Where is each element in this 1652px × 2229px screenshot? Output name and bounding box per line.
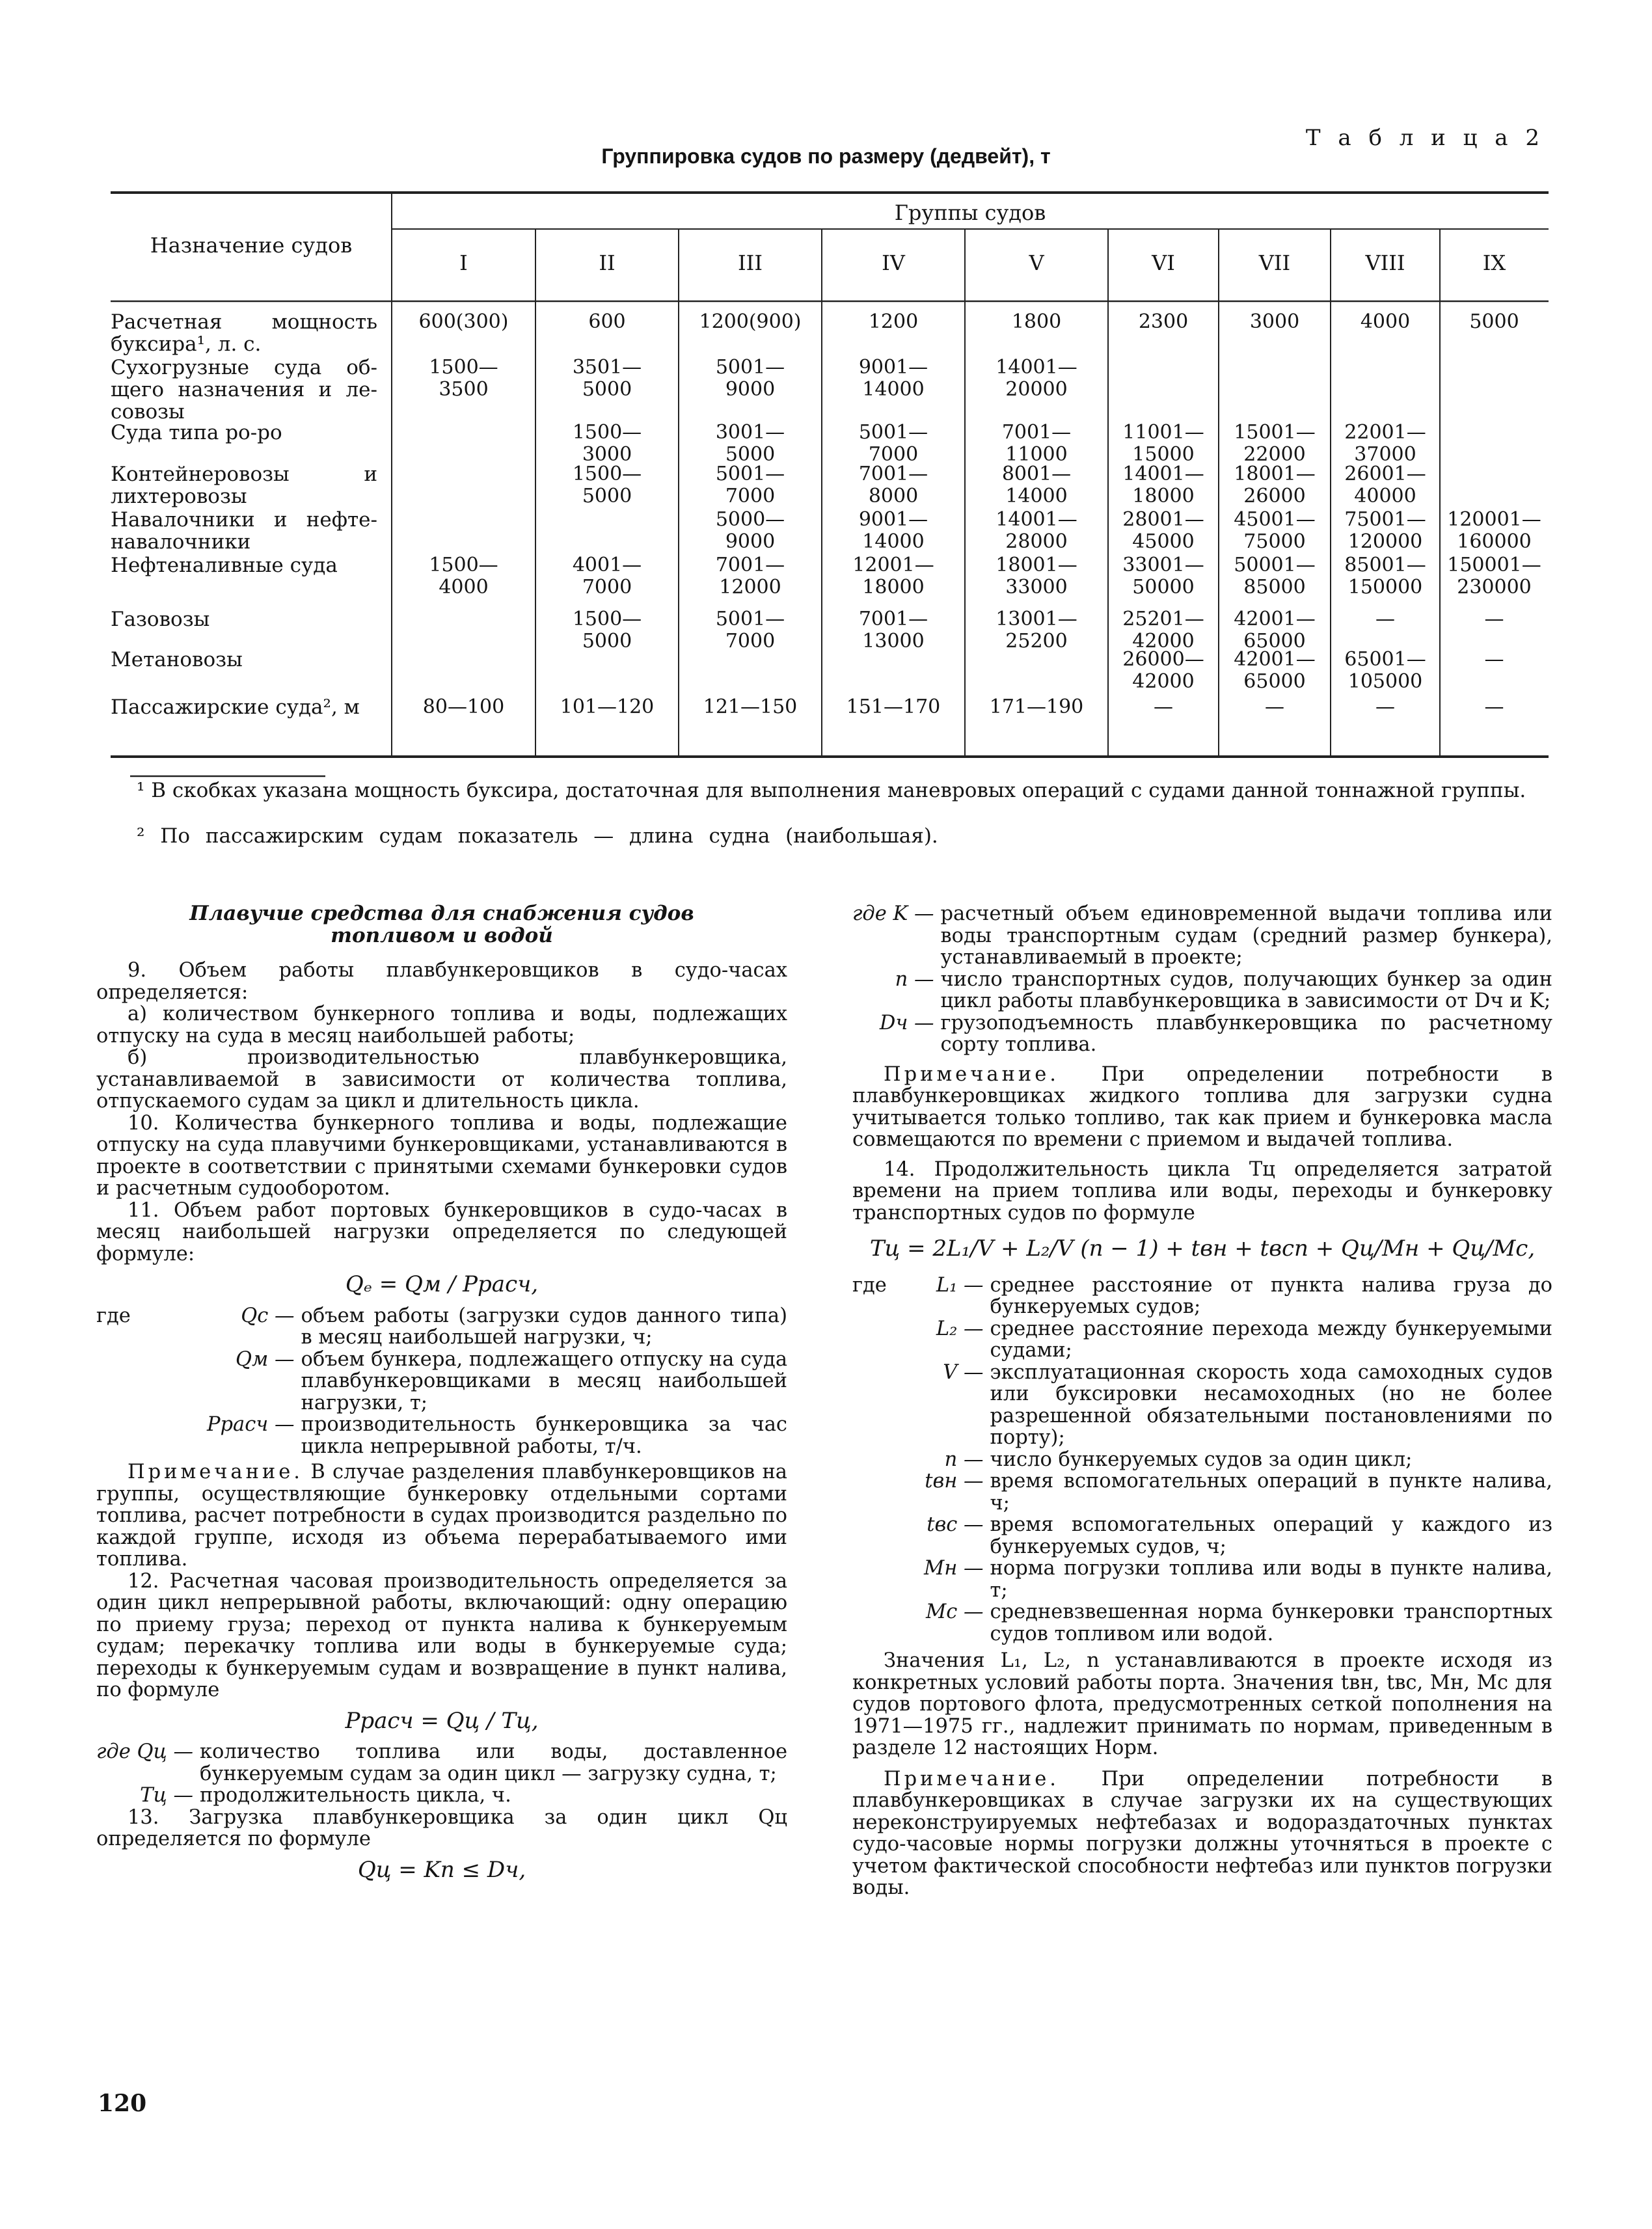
para-9a: а) количеством бункерного топлива и воды, подлежащих отпуску на суда в месяц наибольшей работы; bbox=[96, 1003, 787, 1047]
table-cell: 7001— 8000 bbox=[858, 463, 928, 507]
def-k: расчетный объем единовременной выдачи топлива или воды транспортным судам (средний размер бункера), устанавливаемый в проекте; bbox=[940, 902, 1552, 969]
def-mn: норма погрузки топлива или воды в пункте налива, т; bbox=[990, 1557, 1552, 1602]
table-cell: 42001— 65000 bbox=[1234, 608, 1316, 653]
row-label bbox=[111, 422, 377, 444]
table-cell: — bbox=[1484, 648, 1504, 671]
row-label-line: Метановозы bbox=[111, 648, 243, 671]
table-cell: 171—190 bbox=[989, 696, 1084, 718]
para-15: Значения L₁, L₂, n устанавливаются в проекте исходя из конкретных условий работы порта. Значения tвн, tвс, Mн, Mс для судов портового флота, предусмотренных сеткой пополнения на 1971—1975 гг., надлежит принимать по нормам, приведенным в разделе 12 настоящих Норм. bbox=[852, 1649, 1552, 1759]
row-label bbox=[111, 311, 377, 355]
term-mn: Mн — bbox=[924, 1557, 984, 1580]
table-cell: 101—120 bbox=[560, 696, 655, 718]
table-cell: 25201— 42000 bbox=[1122, 608, 1204, 653]
formula-prasch: Pрасч = Qц / Tц, bbox=[345, 1707, 539, 1734]
table-cell: 18001— 26000 bbox=[1234, 463, 1316, 507]
row-label-line: Навалочники и нефте- bbox=[111, 508, 377, 532]
table-cell: 121—150 bbox=[703, 696, 798, 718]
table-cell: 26000— 42000 bbox=[1122, 648, 1204, 693]
table-cell: 11001— 15000 bbox=[1122, 421, 1204, 466]
table-cell: 120001— 160000 bbox=[1447, 508, 1541, 553]
table-cell: 5001— 7000 bbox=[715, 608, 785, 653]
group-header: IX bbox=[1482, 250, 1506, 275]
def-n: число транспортных судов, получающих бункер за один цикл работы плавбункеровщика в зависимости от Dч и K; bbox=[940, 967, 1552, 1012]
table-cell: 42001— 65000 bbox=[1234, 648, 1316, 693]
page-number: 120 bbox=[98, 2090, 147, 2117]
table-cell: 45001— 75000 bbox=[1234, 508, 1316, 553]
row-label bbox=[111, 554, 377, 576]
table-label: Т а б л и ц а 2 bbox=[1305, 125, 1545, 151]
note-1-label: Примечание. bbox=[128, 1461, 303, 1483]
row-label-line: совозы bbox=[111, 400, 185, 424]
table-cell: 9001— 14000 bbox=[858, 508, 928, 553]
table-cell: 13001— 25200 bbox=[995, 608, 1077, 653]
table-cell: 65001— 105000 bbox=[1344, 648, 1426, 693]
table-cell: — bbox=[1265, 696, 1284, 718]
def-dch: грузоподъемность плавбункеровщика по расчетному сорту топлива. bbox=[940, 1011, 1552, 1056]
table-cell: 26001— 40000 bbox=[1344, 463, 1426, 507]
table-cell: 22001— 37000 bbox=[1344, 421, 1426, 466]
row-label-line: Пассажирские суда², м bbox=[111, 696, 360, 719]
def-l2: среднее расстояние перехода между бункеруемыми судами; bbox=[990, 1317, 1552, 1362]
row-label bbox=[111, 696, 377, 718]
table-cell: 12001— 18000 bbox=[852, 554, 934, 599]
row-label-line: лихтеровозы bbox=[111, 485, 247, 508]
footnote-2: ² По пассажирским судам показатель — длина судна (наибольшая). bbox=[137, 824, 938, 848]
table-cell: 600 bbox=[588, 310, 626, 333]
table-title: Группировка судов по размеру (дедвейт), т bbox=[601, 144, 1051, 168]
row-label-line: Сухогрузные суда об- bbox=[111, 356, 377, 379]
formula-qcycle: Qц = Kn ≤ Dч, bbox=[357, 1856, 526, 1883]
table-cell: 75001— 120000 bbox=[1344, 508, 1426, 553]
table-cell: 14001— 28000 bbox=[995, 508, 1077, 553]
row-label-line: Нефтеналивные суда bbox=[111, 554, 338, 577]
header-groups: Группы судов bbox=[894, 200, 1046, 225]
term-k: где K — bbox=[852, 902, 934, 925]
term-dch: Dч — bbox=[879, 1011, 934, 1034]
table-cell: — bbox=[1484, 608, 1504, 630]
row-label-line: Суда типа ро-ро bbox=[111, 421, 282, 444]
table-cell: 7001— 11000 bbox=[1001, 421, 1072, 466]
def-prasch: производительность бункеровщика за час цикла непрерывной работы, т/ч. bbox=[301, 1413, 787, 1458]
term-tvs: tвс — bbox=[927, 1513, 984, 1536]
table-cell: 15001— 22000 bbox=[1234, 421, 1316, 466]
table-cell: 80—100 bbox=[422, 696, 505, 718]
table-cell: 3000 bbox=[1249, 310, 1300, 333]
row-label-line: Контейнеровозы и bbox=[111, 463, 377, 486]
row-label-line: навалочники bbox=[111, 530, 251, 554]
para-14: 14. Продолжительность цикла Tц определяется затратой времени на прием топлива или воды, переходы и бункеровку транспортных судов по формуле bbox=[852, 1157, 1552, 1224]
table-cell: 50001— 85000 bbox=[1234, 554, 1316, 599]
table-cell: 7001— 13000 bbox=[858, 608, 928, 653]
table-cell: 1500— 5000 bbox=[572, 608, 642, 653]
table-cell: 2300 bbox=[1138, 310, 1189, 333]
row-label-line: Расчетная мощность bbox=[111, 310, 377, 334]
table-cell: 600(300) bbox=[418, 310, 509, 333]
formula-tcycle: Tц = 2L₁/V + L₂/V (n − 1) + tвн + tвсn + Qц/Mн + Qц/Mс, bbox=[869, 1236, 1536, 1262]
table-cell: 5001— 9000 bbox=[715, 356, 785, 401]
table-cell: 1200 bbox=[868, 310, 919, 333]
table-cell: 33001— 50000 bbox=[1122, 554, 1204, 599]
table-cell: 28001— 45000 bbox=[1122, 508, 1204, 553]
header-purpose: Назначение судов bbox=[150, 233, 353, 258]
table-cell: — bbox=[1154, 696, 1173, 718]
def-v: эксплуатационная скорость хода самоходных судов или буксировки несамоходных (но не более разрешенной обязательными постановлениями по порту); bbox=[990, 1360, 1552, 1449]
para-10: 10. Количества бункерного топлива и воды, подлежащие отпуску на суда плавучими бункеровщиками, устанавливаются в проекте в соответствии с принятыми схемами бункеровки судов и расчетным судооборотом. bbox=[96, 1111, 787, 1200]
row-label bbox=[111, 649, 377, 671]
table-cell: 1500— 5000 bbox=[572, 463, 642, 507]
table-cell: 1200(900) bbox=[699, 310, 802, 333]
term-tvn: tвн — bbox=[925, 1470, 984, 1493]
table-cell: 5000— 9000 bbox=[715, 508, 785, 553]
group-header: III bbox=[738, 250, 763, 275]
para-11: 11. Объем работ портовых бункеровщиков в судо-часах в месяц наибольшей нагрузки определяется по следующей формуле: bbox=[96, 1198, 787, 1265]
table-cell: 3501— 5000 bbox=[572, 356, 642, 401]
where-right: где bbox=[852, 1273, 887, 1297]
table-cell: 5000 bbox=[1469, 310, 1519, 333]
row-label-line: Газовозы bbox=[111, 608, 210, 631]
table-cell: 7001— 12000 bbox=[715, 554, 785, 599]
def-tvn: время вспомогательных операций в пункте налива, ч; bbox=[990, 1470, 1552, 1515]
table-cell: 8001— 14000 bbox=[1001, 463, 1072, 507]
group-header: IV bbox=[882, 250, 905, 275]
row-label bbox=[111, 608, 377, 630]
term-prasch: Pрасч — bbox=[207, 1413, 295, 1436]
term-qcycle: где Qц — bbox=[96, 1740, 193, 1763]
table-cell: 4001— 7000 bbox=[572, 554, 642, 599]
table-cell: 4000 bbox=[1360, 310, 1411, 333]
table-cell: 85001— 150000 bbox=[1344, 554, 1426, 599]
table-cell: — bbox=[1484, 696, 1504, 718]
left-column bbox=[96, 903, 787, 1890]
table-cell: — bbox=[1375, 608, 1395, 630]
note-1: В случае разделения плавбункеровщиков на группы, осуществляющие бункеровку отдельными сортами топлива, расчет потребности в судах производится раздельно по каждой группе, исходя из объема перерабатываемого ими топлива. bbox=[96, 1461, 787, 1571]
row-label bbox=[111, 357, 377, 423]
row-label bbox=[111, 509, 377, 553]
group-header: VIII bbox=[1365, 250, 1405, 275]
group-header: II bbox=[599, 250, 616, 275]
def-tvs: время вспомогательных операций у каждого из бункеруемых судов, ч; bbox=[990, 1513, 1552, 1558]
formula-qc: Qₑ = Qм / Pрасч, bbox=[345, 1271, 539, 1297]
term-tcycle: Tц — bbox=[140, 1784, 193, 1807]
footnote-1: ¹ В скобках указана мощность буксира, достаточная для выполнения маневровых операций с судами данной тоннажной группы. bbox=[137, 779, 1526, 802]
table-cell: 1500— 4000 bbox=[429, 554, 498, 599]
table-cell: 3001— 5000 bbox=[715, 421, 785, 466]
table-cell: 5001— 7000 bbox=[858, 421, 928, 466]
para-9: 9. Объем работы плавбункеровщиков в судо-часах определяется: bbox=[96, 959, 787, 1004]
group-header: I bbox=[459, 250, 468, 275]
note-2-label: Примечание. bbox=[884, 1062, 1059, 1086]
row-label-line: буксира¹, л. с. bbox=[111, 332, 262, 356]
table-cell: 151—170 bbox=[846, 696, 941, 718]
table-cell: 5001— 7000 bbox=[715, 463, 785, 507]
term-n2: n — bbox=[944, 1448, 984, 1471]
def-qm: объем бункера, подлежащего отпуску на суда плавбункеровщиками в месяц наибольшей нагрузки, т; bbox=[301, 1347, 788, 1414]
table-cell: — bbox=[1375, 696, 1395, 718]
def-n2: число бункеруемых судов за один цикл; bbox=[990, 1448, 1413, 1471]
note-2: При определении потребности в плавбункеровщиках жидкого топлива для загрузки судна учитывается только топливо, так как прием и бункеровка масла совмещаются по времени с приемом и выдачей топлива. bbox=[852, 1062, 1552, 1151]
def-l1: среднее расстояние от пункта налива груза до бункеруемых судов; bbox=[990, 1273, 1552, 1318]
row-label bbox=[111, 463, 377, 507]
table-cell: 9001— 14000 bbox=[858, 356, 928, 401]
table-cell: 150001— 230000 bbox=[1447, 554, 1541, 599]
para-9b: б) производительностью плавбункеровщика, устанавливаемой в зависимости от количества топлива, отпускаемого судам за цикл и длительность цикла. bbox=[96, 1046, 787, 1113]
def-qcycle: количество топлива или воды, доставленное бункеруемым судам за один цикл — загрузку судна, т; bbox=[199, 1740, 787, 1785]
term-qc: Qс — bbox=[241, 1304, 295, 1327]
group-header: V bbox=[1029, 250, 1044, 275]
term-ms: Mс — bbox=[926, 1601, 984, 1623]
table-cell: 18001— 33000 bbox=[995, 554, 1077, 599]
term-qm: Qм — bbox=[235, 1347, 295, 1371]
term-v: V — bbox=[943, 1360, 984, 1384]
def-ms: средневзвешенная норма бункеровки транспортных судов топливом или водой. bbox=[990, 1601, 1552, 1645]
section-heading: Плавучие средства для снабжения судов топливом и водой bbox=[189, 902, 694, 947]
table-cell: 1800 bbox=[1011, 310, 1062, 333]
def-qc: объем работы (загрузки судов данного типа) в месяц наибольшей нагрузки, ч; bbox=[301, 1304, 787, 1349]
group-header: VII bbox=[1258, 250, 1291, 275]
term-l1: L₁ — bbox=[936, 1273, 984, 1297]
note-3: При определении потребности в плавбункеровщиках в случае загрузки их на существующих нереконструируемых нефтебазах и водораздаточных пунктах судо-часовые нормы погрузки должны уточняться в проекте с учетом фактической способности нефтебаз или пунктов погрузки воды. bbox=[852, 1767, 1552, 1899]
def-tcycle: продолжительность цикла, ч. bbox=[199, 1784, 511, 1807]
right-column bbox=[852, 903, 1552, 1899]
group-header: VI bbox=[1152, 250, 1175, 275]
table-cell: 14001— 20000 bbox=[995, 356, 1077, 401]
table-cell: 1500— 3500 bbox=[429, 356, 498, 401]
para-13: 13. Загрузка плавбункеровщика за один цикл Qц определяется по формуле bbox=[96, 1805, 787, 1850]
row-label-line: щего назначения и ле- bbox=[111, 378, 377, 401]
where-left: где bbox=[96, 1304, 131, 1327]
para-12: 12. Расчетная часовая производительность определяется за один цикл непрерывной работы, включающий: одну операцию по приему груза; переход от пункта налива к бункеруемым судам; перекачку топлива или воды в бункеруемые суда; переходы к бункеруемым судам и возвращение в пункт налива, по формуле bbox=[96, 1569, 787, 1701]
note-3-label: Примечание. bbox=[884, 1767, 1059, 1790]
term-l2: L₂ — bbox=[936, 1317, 984, 1340]
table-cell: 1500— 3000 bbox=[572, 421, 642, 466]
term-n: n — bbox=[895, 967, 934, 991]
table-cell: 14001— 18000 bbox=[1122, 463, 1204, 507]
